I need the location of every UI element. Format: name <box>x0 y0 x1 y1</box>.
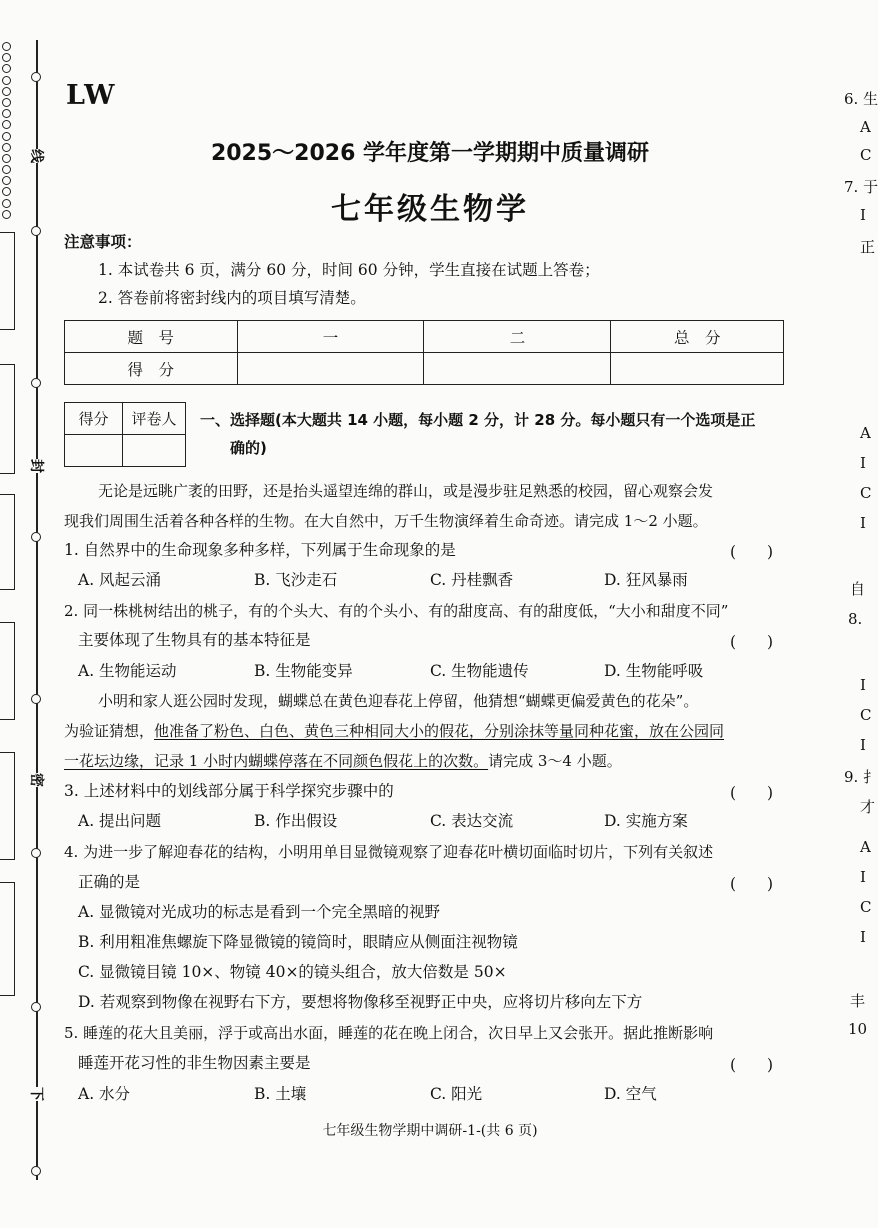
notice-item: 1. 本试卷共 6 页，满分 60 分，时间 60 分钟，学生直接在试题上答卷； <box>98 261 600 279</box>
info-field-box <box>0 232 15 330</box>
fragment-text: 10 <box>848 1020 868 1038</box>
answer-paren[interactable]: ( ) <box>730 633 774 651</box>
seal-char-secret: 密 <box>28 773 44 787</box>
option-b: B. 利用粗准焦螺旋下降显微镜的镜筒时，眼睛应从侧面注视物镜 <box>78 933 518 951</box>
grader-score-label: 得分 <box>65 403 123 435</box>
option-a: A. 水分 <box>78 1085 131 1103</box>
info-field-box <box>0 494 15 590</box>
answer-paren[interactable]: ( ) <box>730 1056 774 1074</box>
passage-line: 现我们周围生活着各种各样的生物。在大自然中，万千生物演绎着生命奇迹。请完成 1～2 小题。 <box>64 512 708 530</box>
notice-item: 2. 答卷前将密封线内的项目填写清楚。 <box>98 289 366 307</box>
score-header-cell: 二 <box>424 321 611 353</box>
notice-heading: 注意事项： <box>64 233 142 251</box>
info-field-box <box>0 364 15 474</box>
fragment-text: C <box>860 898 872 916</box>
next-page-fragment <box>840 0 878 1228</box>
seal-char-below: 下 <box>28 1087 44 1101</box>
fragment-text: 丰 <box>850 992 866 1010</box>
option-a: A. 提出问题 <box>78 812 162 830</box>
question-3-stem: 3. 上述材料中的划线部分属于科学探究步骤中的 <box>64 782 394 800</box>
info-field-box <box>0 882 15 996</box>
score-table <box>64 320 784 385</box>
seal-char-seal: 封 <box>28 459 44 473</box>
passage-underlined: 一花坛边缘，记录 1 小时内蝴蝶停落在不同颜色假花上的次数。 <box>64 752 489 770</box>
score-header-cell: 一 <box>237 321 424 353</box>
option-a: A. 风起云涌 <box>78 571 162 589</box>
question-2-stem-cont: 主要体现了生物具有的基本特征是 <box>78 631 311 649</box>
option-d: D. 若观察到物像在视野右下方，要想将物像移至视野正中央，应将切片移向左下方 <box>78 993 643 1011</box>
fragment-text: I <box>860 454 866 472</box>
exam-title: 2025～2026 学年度第一学期期中质量调研 <box>210 141 650 166</box>
option-a: A. 显微镜对光成功的标志是看到一个完全黑暗的视野 <box>78 903 441 921</box>
fragment-text: 才 <box>860 798 876 816</box>
score-header-cell: 题 号 <box>65 321 238 353</box>
fragment-text: I <box>860 928 866 946</box>
option-c: C. 表达交流 <box>430 812 514 830</box>
fragment-text: 正 <box>860 238 876 256</box>
option-a: A. 生物能运动 <box>78 662 177 680</box>
option-d: D. 狂风暴雨 <box>604 571 688 589</box>
score-blank-cell[interactable] <box>611 353 784 385</box>
option-b: B. 土壤 <box>254 1085 307 1103</box>
fragment-text: 7. 于 <box>844 178 878 196</box>
option-b: B. 生物能变异 <box>254 662 353 680</box>
fragment-text: C <box>860 706 872 724</box>
info-field-box <box>0 622 15 720</box>
fragment-text: I <box>860 514 866 532</box>
seal-char-line: 线 <box>28 149 44 163</box>
passage-line: 无论是远眺广袤的田野，还是抬头遥望连绵的群山，或是漫步驻足熟悉的校园，留心观察会发 <box>98 482 714 500</box>
question-5-stem: 5. 睡莲的花大且美丽，浮于或高出水面，睡莲的花在晚上闭合，次日早上又会张开。据此推断影响 <box>64 1024 714 1042</box>
question-4-stem-cont: 正确的是 <box>78 873 141 891</box>
answer-paren[interactable]: ( ) <box>730 543 774 561</box>
fragment-text: I <box>860 206 866 224</box>
section-heading: 一、选择题(本大题共 14 小题，每小题 2 分，计 28 分。每小题只有一个选项是正 <box>200 411 756 429</box>
passage-text: 请完成 3～4 小题。 <box>488 752 622 770</box>
exam-logo: LW <box>66 80 116 111</box>
option-c: C. 生物能遗传 <box>430 662 529 680</box>
info-field-box <box>0 752 15 860</box>
section-heading-cont: 确的) <box>230 439 267 457</box>
fragment-text: I <box>860 868 866 886</box>
question-4-stem: 4. 为进一步了解迎春花的结构，小明用单目显微镜观察了迎春花叶横切面临时切片，下列有关叙述 <box>64 843 714 861</box>
fragment-text: A <box>860 118 871 136</box>
option-d: D. 生物能呼吸 <box>604 662 704 680</box>
score-blank-cell[interactable] <box>237 353 424 385</box>
question-2-stem: 2. 同一株桃树结出的桃子，有的个头大、有的个头小、有的甜度高、有的甜度低，“大小和甜度不同” <box>64 602 729 620</box>
passage-line <box>64 751 622 771</box>
answer-paren[interactable]: ( ) <box>730 875 774 893</box>
passage-line <box>64 721 724 741</box>
option-b: B. 飞沙走石 <box>254 571 338 589</box>
grader-score-cell[interactable] <box>65 435 123 467</box>
page-footer: 七年级生物学期中调研-1-(共 6 页) <box>322 1123 538 1139</box>
passage-line: 小明和家人逛公园时发现，蝴蝶总在黄色迎春花上停留，他猜想“蝴蝶更偏爱黄色的花朵”。 <box>98 692 699 710</box>
question-5-stem-cont: 睡莲开花习性的非生物因素主要是 <box>78 1054 311 1072</box>
option-c: C. 丹桂飘香 <box>430 571 514 589</box>
fragment-text: 6. 生 <box>844 90 878 108</box>
option-d: D. 空气 <box>604 1085 657 1103</box>
fragment-text: A <box>860 838 871 856</box>
passage-underlined: 他准备了粉色、白色、黄色三种相同大小的假花，分别涂抹等量同种花蜜，放在公园同 <box>154 722 725 740</box>
option-c: C. 阳光 <box>430 1085 483 1103</box>
grader-name-cell[interactable] <box>123 435 186 467</box>
fragment-text: C <box>860 146 872 164</box>
option-d: D. 实施方案 <box>604 812 688 830</box>
grader-name-label: 评卷人 <box>123 403 186 435</box>
fragment-text: 9. 扌 <box>844 768 878 786</box>
option-b: B. 作出假设 <box>254 812 338 830</box>
fragment-text: I <box>860 676 866 694</box>
fragment-text: 自 <box>850 580 866 598</box>
score-header-cell: 总 分 <box>611 321 784 353</box>
fragment-text: C <box>860 484 872 502</box>
grader-table <box>64 402 186 467</box>
score-row-label: 得 分 <box>65 353 238 385</box>
answer-paren[interactable]: ( ) <box>730 784 774 802</box>
subject-title: 七年级生物学 <box>331 192 529 227</box>
option-c: C. 显微镜目镜 10×、物镜 40×的镜头组合，放大倍数是 50× <box>78 963 507 981</box>
score-blank-cell[interactable] <box>424 353 611 385</box>
question-1-stem: 1. 自然界中的生命现象多种多样，下列属于生命现象的是 <box>64 541 456 559</box>
fragment-text: A <box>860 424 871 442</box>
fragment-text: I <box>860 736 866 754</box>
passage-text: 为验证猜想， <box>64 722 155 740</box>
fragment-text: 8. <box>848 610 863 628</box>
